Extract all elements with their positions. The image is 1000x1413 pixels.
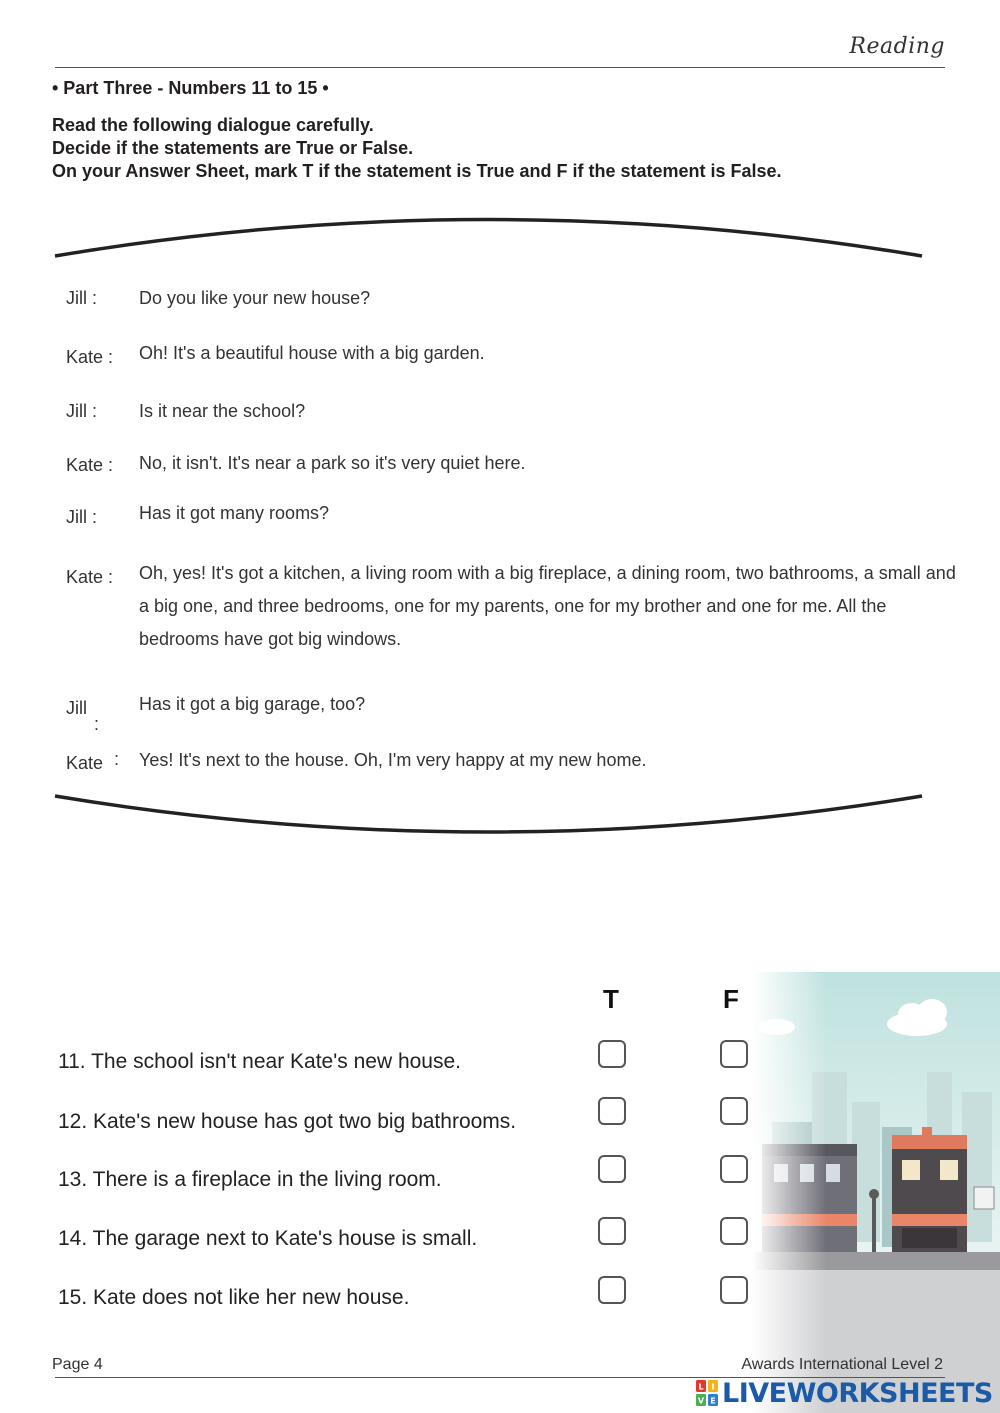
answer-true-checkbox[interactable] (598, 1217, 626, 1245)
dialogue-line: Has it got a big garage, too? (139, 694, 366, 714)
instruction-line: Decide if the statements are True or False. (52, 138, 414, 158)
dialogue-bottom-curve (0, 786, 1000, 846)
speaker-label: Kate : (66, 567, 114, 587)
answer-false-checkbox[interactable] (720, 1217, 748, 1245)
logo-letter: E (710, 1396, 716, 1406)
liveworksheets-logo (696, 1376, 993, 1410)
dialogue-line: Oh! It's a beautiful house with a big garden. (139, 343, 485, 363)
statement-11: 11. The school isn't near Kate's new house. (58, 1050, 461, 1073)
speaker-colon: : (114, 749, 120, 769)
speaker-label: Jill (66, 698, 87, 718)
false-column-header: F (723, 984, 739, 1014)
live-blocks-icon (696, 1380, 718, 1406)
speaker-label: Jill : (66, 401, 97, 421)
part-title: • Part Three - Numbers 11 to 15 • (52, 78, 329, 98)
dialogue-line: Yes! It's next to the house. Oh, I'm very happy at my new home. (139, 750, 647, 770)
dialogue-line: No, it isn't. It's near a park so it's very quiet here. (139, 453, 526, 473)
answer-false-checkbox[interactable] (720, 1276, 748, 1304)
instruction-line: On your Answer Sheet, mark T if the statement is True and F if the statement is False. (52, 161, 782, 181)
section-title: Reading (849, 34, 945, 59)
instructions (52, 114, 782, 183)
level-label: Awards International Level 2 (741, 1356, 943, 1373)
answer-true-checkbox[interactable] (598, 1040, 626, 1068)
town-illustration (752, 972, 1000, 1413)
answer-false-checkbox[interactable] (720, 1155, 748, 1183)
instruction-line: Read the following dialogue carefully. (52, 115, 374, 135)
dialogue-line: Is it near the school? (139, 401, 306, 421)
answer-true-checkbox[interactable] (598, 1276, 626, 1304)
statement-13: 13. There is a fireplace in the living room. (58, 1168, 442, 1191)
dialogue-line: Do you like your new house? (139, 288, 371, 308)
logo-letter: L (698, 1382, 704, 1392)
speaker-label: Jill : (66, 507, 97, 527)
speaker-label: Jill : (66, 288, 97, 308)
logo-letter: I (711, 1382, 715, 1392)
liveworksheets-wordmark: LIVEWORKSHEETS (722, 1377, 993, 1409)
statement-15: 15. Kate does not like her new house. (58, 1286, 410, 1309)
dialogue-line: Has it got many rooms? (139, 503, 330, 523)
header-divider (55, 67, 945, 68)
answer-true-checkbox[interactable] (598, 1155, 626, 1183)
speaker-label: Kate : (66, 347, 114, 367)
true-column-header: T (603, 984, 619, 1014)
statement-14: 14. The garage next to Kate's house is small. (58, 1227, 478, 1250)
answer-true-checkbox[interactable] (598, 1097, 626, 1125)
speaker-label: Kate : (66, 455, 114, 475)
answer-false-checkbox[interactable] (720, 1040, 748, 1068)
dialogue-top-curve (0, 205, 1000, 265)
page-number: Page 4 (52, 1356, 103, 1373)
dialogue-line: Oh, yes! It's got a kitchen, a living room with a big fireplace, a dining room, two bathrooms, a small and a big one, and three bedrooms, one for my parents, one for my brother and one for me. All the bedrooms have got big windows. (139, 563, 956, 649)
logo-letter: V (697, 1396, 705, 1406)
speaker-label: Kate (66, 753, 104, 773)
answer-false-checkbox[interactable] (720, 1097, 748, 1125)
speaker-colon: : (94, 714, 100, 734)
statement-12: 12. Kate's new house has got two big bathrooms. (58, 1110, 517, 1133)
